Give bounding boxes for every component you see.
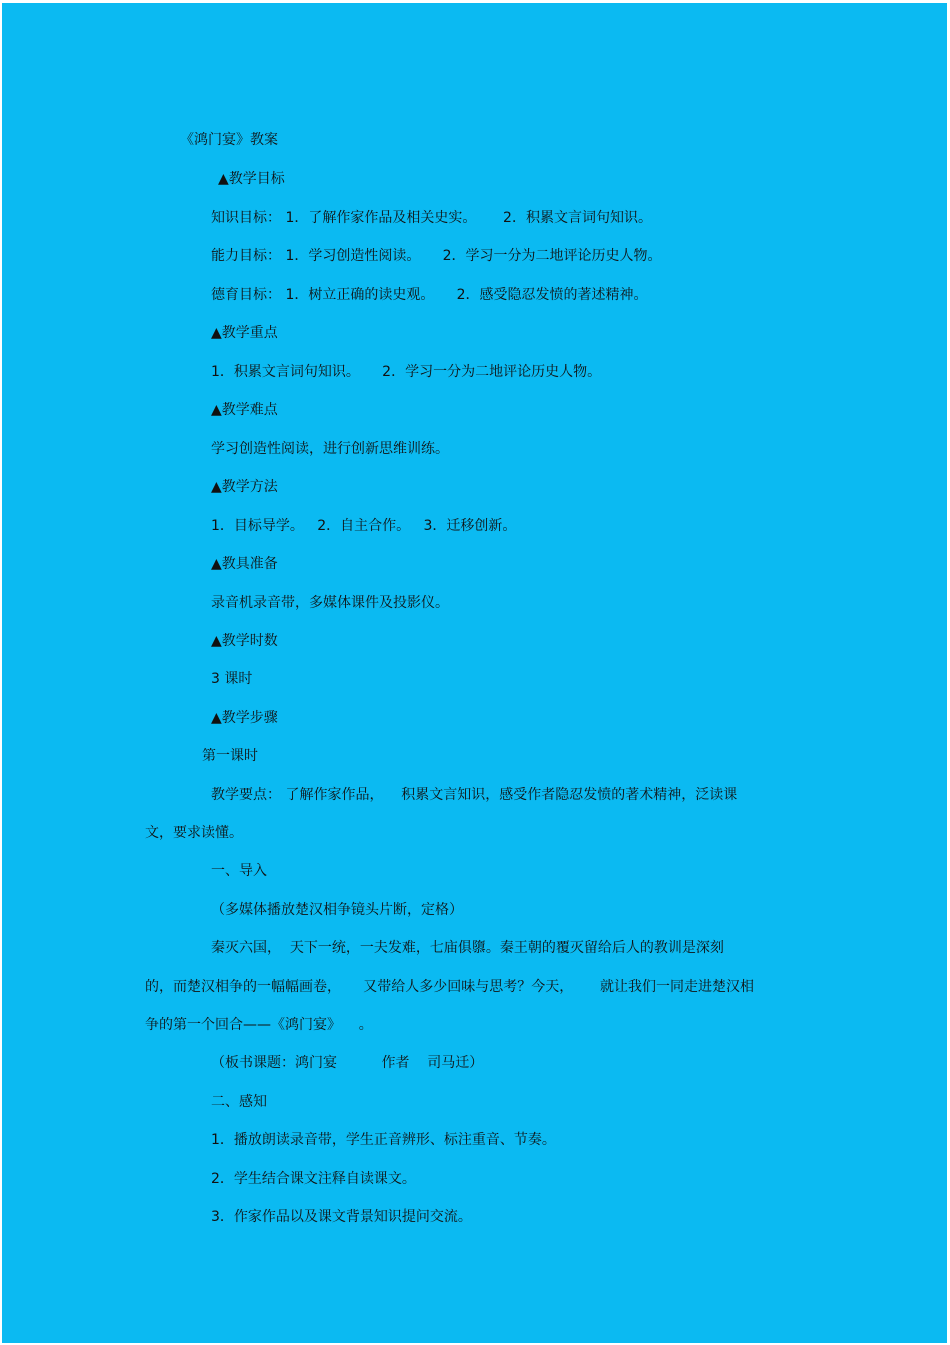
heading-methods: ▲教学方法 [211,479,278,495]
lesson-points-line-1: 教学要点： 了解作家作品， 积累文言知识，感受作者隐忍发愤的著术精神，泛读课 [211,787,738,803]
methods-text: 1．目标导学。 2．自主合作。 3．迁移创新。 [211,518,517,534]
perception-item-1: 1．播放朗读录音带，学生正音辨形、标注重音、节奏。 [211,1132,556,1148]
intro-paragraph-line-1: 秦灭六国， 天下一统，一夫发难，七庙俱隳。秦王朝的覆灭留给后人的教训是深刻 [211,940,724,956]
intro-media-note: （多媒体播放楚汉相争镜头片断，定格） [211,902,463,918]
heading-teaching-hours: ▲教学时数 [211,633,278,649]
section-perception-heading: 二、感知 [211,1094,267,1110]
heading-key-points: ▲教学重点 [211,325,278,341]
lesson-points-line-2: 文，要求读懂。 [145,825,243,841]
moral-goal-text: 德育目标： 1．树立正确的读史观。 2．感受隐忍发愤的著述精神。 [211,287,648,303]
intro-paragraph-line-2: 的，而楚汉相争的一幅幅画卷， 又带给人多少回味与思考？今天， 就让我们一同走进楚汉相 [145,979,754,995]
lesson-one-heading: 第一课时 [202,748,258,764]
document-title: 《鸿门宴》教案 [180,132,278,148]
key-points-text: 1．积累文言词句知识。 2．学习一分为二地评论历史人物。 [211,364,602,380]
heading-difficulties: ▲教学难点 [211,402,278,418]
heading-equipment: ▲教具准备 [211,556,278,572]
perception-item-3: 3．作家作品以及课文背景知识提问交流。 [211,1209,472,1225]
difficulties-text: 学习创造性阅读，进行创新思维训练。 [211,441,449,457]
teaching-hours-text: 3 课时 [211,671,253,687]
board-title-note: （板书课题：鸿门宴 作者 司马迁） [211,1055,484,1071]
perception-item-2: 2．学生结合课文注释自读课文。 [211,1171,416,1187]
heading-teaching-steps: ▲教学步骤 [211,710,278,726]
knowledge-goal-text: 知识目标： 1．了解作家作品及相关史实。 2．积累文言词句知识。 [211,210,652,226]
intro-paragraph-line-3: 争的第一个回合——《鸿门宴》 。 [145,1017,373,1033]
ability-goal-text: 能力目标： 1．学习创造性阅读。 2．学习一分为二地评论历史人物。 [211,248,662,264]
equipment-text: 录音机录音带，多媒体课件及投影仪。 [211,595,449,611]
heading-teaching-objectives: ▲教学目标 [218,171,285,187]
section-intro-heading: 一、导入 [211,863,267,879]
document-page [2,3,947,1343]
